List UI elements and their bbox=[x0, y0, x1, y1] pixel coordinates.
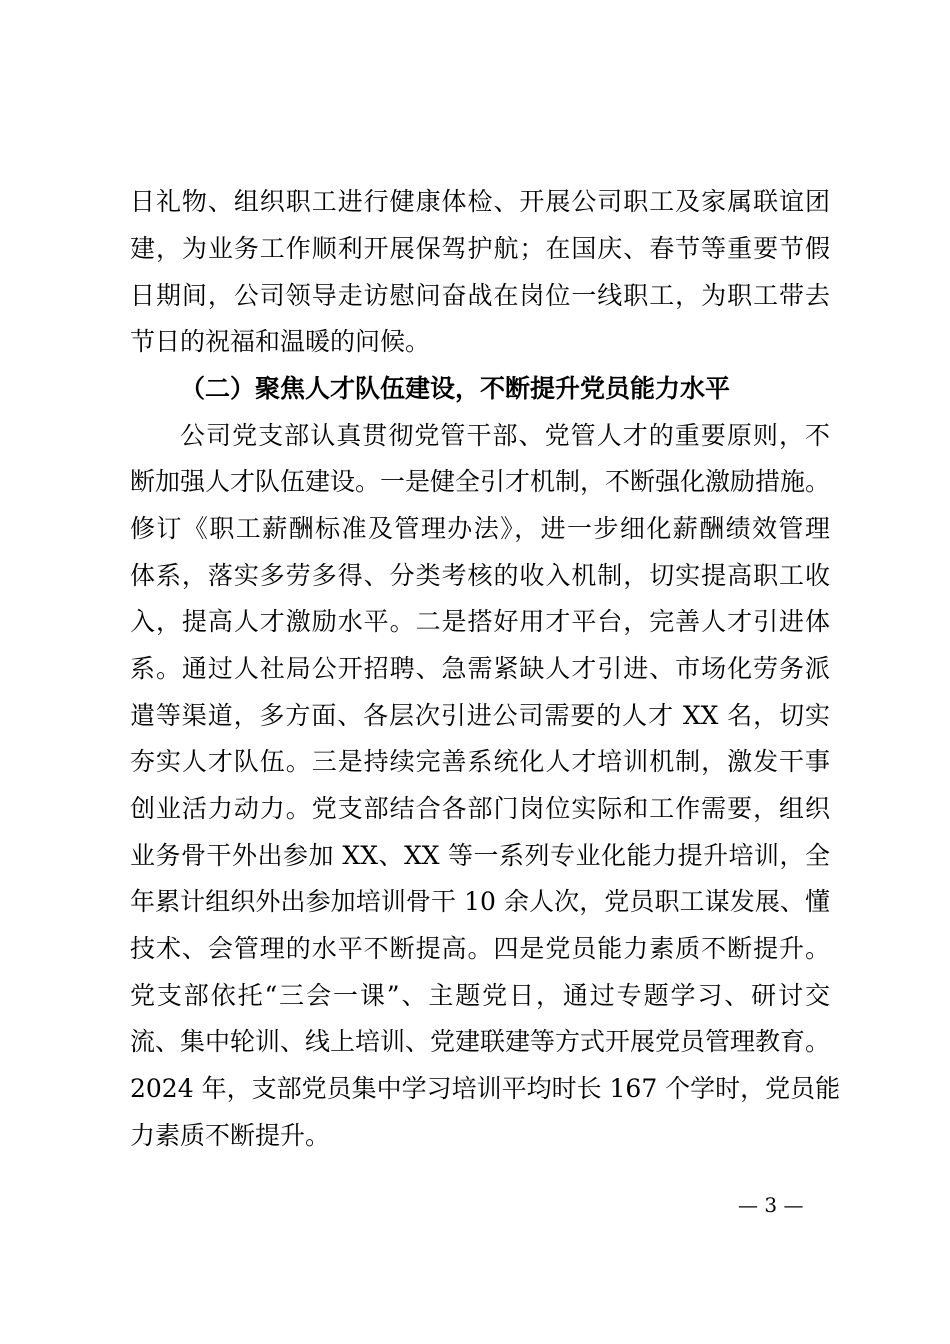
body-text-line: 党支部依托“三会一课”、主题党日，通过专题学习、研讨交 bbox=[130, 981, 830, 1010]
body-text-line: 力素质不断提升。 bbox=[130, 1121, 331, 1150]
body-text-line: 流、集中轮训、线上培训、党建联建等方式开展党员管理教育。 bbox=[130, 1027, 831, 1056]
body-text-line: 体系，落实多劳多得、分类考核的收入机制，切实提高职工收 bbox=[130, 561, 830, 590]
body-text-line: 修订《职工薪酬标准及管理办法》，进一步细化薪酬绩效管理 bbox=[130, 514, 830, 543]
body-text-line: 系。通过人社局公开招聘、急需紧缺人才引进、市场化劳务派 bbox=[130, 654, 830, 683]
body-text-line: 技术、会管理的水平不断提高。四是党员能力素质不断提升。 bbox=[130, 934, 830, 963]
body-text-line: 建，为业务工作顺利开展保驾护航；在国庆、春节等重要节假 bbox=[130, 234, 830, 263]
body-text-line: 日礼物、组织职工进行健康体检、开展公司职工及家属联谊团 bbox=[130, 187, 830, 216]
page-number: — 3 — bbox=[738, 1193, 804, 1217]
section-heading: （二）聚焦人才队伍建设，不断提升党员能力水平 bbox=[180, 374, 731, 403]
body-text-line: 入，提高人才激励水平。二是搭好用才平台，完善人才引进体 bbox=[130, 607, 830, 636]
body-text-line: 业务骨干外出参加 XX、XX 等一系列专业化能力提升培训，全 bbox=[130, 841, 830, 870]
body-text-line: 夯实人才队伍。三是持续完善系统化人才培训机制，激发干事 bbox=[130, 747, 830, 776]
body-text-line: 创业活力动力。党支部结合各部门岗位实际和工作需要，组织 bbox=[130, 794, 830, 823]
body-text-line: 遣等渠道，多方面、各层次引进公司需要的人才 XX 名，切实 bbox=[130, 701, 830, 730]
body-text-line: 节日的祝福和温暖的问候。 bbox=[130, 327, 431, 356]
body-text-line: 公司党支部认真贯彻党管干部、党管人才的重要原则，不 bbox=[180, 421, 830, 450]
body-text-line: 2024 年，支部党员集中学习培训平均时长 167 个学时，党员能 bbox=[130, 1074, 841, 1103]
body-text-line: 年累计组织外出参加培训骨干 10 余人次，党员职工谋发展、懂 bbox=[130, 887, 830, 916]
body-text-line: 断加强人才队伍建设。一是健全引才机制，不断强化激励措施。 bbox=[130, 467, 831, 496]
body-text-line: 日期间，公司领导走访慰问奋战在岗位一线职工，为职工带去 bbox=[130, 281, 830, 310]
